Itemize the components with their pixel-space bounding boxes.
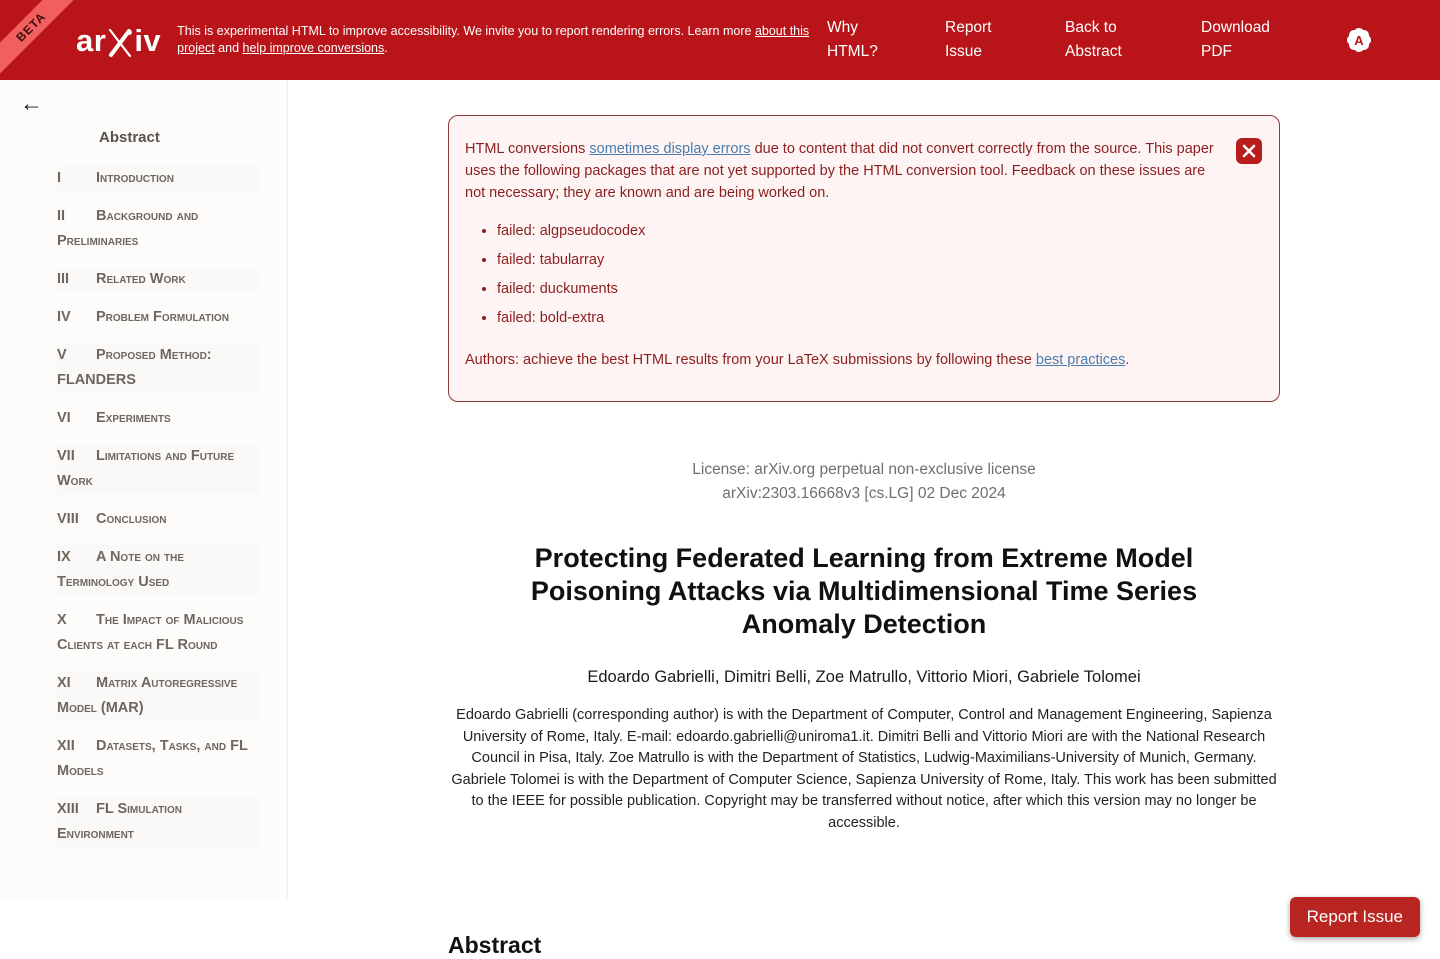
toc-sidebar [0,80,288,900]
toc-num: XII [57,738,75,754]
nav-report-issue[interactable]: Report Issue [945,19,992,60]
license-line: License: arXiv.org perpetual non-exclusive license [692,461,1036,478]
failed-package-item: • failed: duckuments [497,278,1223,300]
banner-text-1: This is experimental HTML to improve accessibility. We invite you to report rendering errors. Learn more [177,24,755,38]
help-improve-conversions-link[interactable]: help improve conversions [242,41,385,55]
failed-package-item: • failed: algpseudocodex [497,220,1223,242]
toc-label: Limitations and Future Work [57,448,235,489]
logo-text-iv: iv [134,22,162,58]
toc-num: IX [57,549,71,565]
logo-text-ar: ar [76,22,107,58]
header-nav [827,0,1283,80]
toc-num: V [57,347,67,363]
authors-note-period: . [1125,352,1130,368]
toc-item-proposed-method[interactable] [57,343,261,393]
authors-note-text: Authors: achieve the best HTML results from your LaTeX submissions by following these [465,352,1036,368]
nav-download-pdf[interactable]: Download PDF [1201,19,1270,60]
toc-label: A Note on the Terminology Used [57,549,185,590]
authors-note [465,349,1223,371]
toc-item-mar-model[interactable] [57,671,261,721]
error-text-1: HTML conversions [465,141,590,157]
beta-ribbon: BETA [0,0,85,81]
toc-num: VI [57,410,71,426]
report-issue-floating-button[interactable]: Report Issue [1290,897,1420,937]
paper-title: Protecting Federated Learning from Extreme Model Poisoning Attacks via Multidimensional Time Series Anomaly Detection [530,543,1198,639]
collapse-sidebar-arrow-icon[interactable]: ← [20,90,43,116]
arxiv-id-line: arXiv:2303.16668v3 [cs.LG] 02 Dec 2024 [722,485,1006,502]
toc-label: Introduction [96,170,174,186]
toc-item-conclusion[interactable] [57,507,261,532]
toc-item-problem-formulation[interactable] [57,305,261,330]
toc-item-experiments[interactable] [57,406,261,431]
toc-item-abstract[interactable]: Abstract [99,129,160,146]
banner-text-2: and [214,41,243,55]
experimental-html-message [177,23,832,57]
toc-item-fl-simulation[interactable] [57,797,261,847]
toc-label: FL Simulation Environment [57,801,182,842]
license-block [448,458,1280,506]
article-content [448,115,1280,959]
toc-num: I [57,170,62,186]
accessibility-settings-gear-icon[interactable] [1346,27,1372,53]
toc-label: Background and Preliminaries [57,208,199,249]
toc-num: VII [57,448,75,464]
close-icon [1241,143,1257,159]
toc-num: IV [57,309,71,325]
toc-label: The Impact of Malicious Clients at each FL Round [57,612,244,653]
arxiv-chi-icon [107,28,133,58]
author-affiliations: Edoardo Gabrielli (corresponding author) is with the Department of Computer, Control and Management Engineering, Sapienza University of Rome, Italy. E-mail: edoardo.gabrielli@uniroma1.it. Dimitri Belli and Vittorio Miori are with the National Research Council in Pisa, Italy. Zoe Matrullo is with the Department of Statistics, Ludwig-Maximilians-University of Munich, Germany. Gabriele Tolomei is with the Department of Computer Science, Sapienza University of Rome, Italy. This work has been submitted to the IEEE for possible publication. Copyright may be transferred without notice, after which this version may no longer be accessible. [451,707,1277,831]
toc-num: III [57,271,70,287]
top-banner [0,0,1440,80]
toc-item-impact-malicious-clients[interactable] [57,608,261,658]
toc-num: XIII [57,801,79,817]
toc-label: Matrix Autoregressive Model (MAR) [57,675,238,716]
paper-authors: Edoardo Gabrielli, Dimitri Belli, Zoe Matrullo, Vittorio Miori, Gabriele Tolomei [587,668,1141,686]
table-of-contents [0,129,287,847]
toc-num: XI [57,675,71,691]
banner-text-3: . [384,41,388,55]
best-practices-link[interactable]: best practices [1035,352,1126,368]
toc-label: Related Work [96,271,186,287]
abstract-heading: Abstract [448,932,542,958]
failed-package-item: • failed: bold-extra [497,307,1223,329]
about-project-link[interactable]: about this project [177,24,810,55]
failed-package-item: • failed: tabularray [497,249,1223,271]
error-text-2: due to content that did not convert correctly from the source. This paper uses the following packages that are not yet supported by the HTML conversion tool. Feedback on these issues are not necessary; they are known and are being worked on. [465,141,1214,201]
toc-item-terminology-note[interactable] [57,545,261,595]
toc-num: VIII [57,511,79,527]
toc-num: X [57,612,67,628]
toc-label: Experiments [96,410,171,426]
toc-label: Conclusion [96,511,167,527]
nav-why-html[interactable]: Why HTML? [827,19,878,60]
gear-letter: A [1354,32,1364,48]
toc-label: Datasets, Tasks, and FL Models [57,738,248,779]
error-box-paragraph [465,138,1223,204]
toc-item-datasets-tasks[interactable] [57,734,261,784]
nav-back-to-abstract[interactable]: Back to Abstract [1065,19,1122,60]
toc-item-related-work[interactable] [57,267,261,292]
toc-item-background[interactable] [57,204,261,254]
toc-item-limitations[interactable] [57,444,261,494]
toc-label: Proposed Method: FLANDERS [57,347,212,388]
close-error-box-button[interactable] [1236,138,1262,164]
arxiv-logo[interactable] [76,22,162,58]
sometimes-display-errors-link[interactable]: sometimes display errors [589,141,751,157]
conversion-error-box [448,115,1280,402]
toc-label: Problem Formulation [96,309,229,325]
failed-packages-list [497,220,1223,329]
toc-item-introduction[interactable] [57,166,261,191]
toc-num: II [57,208,66,224]
